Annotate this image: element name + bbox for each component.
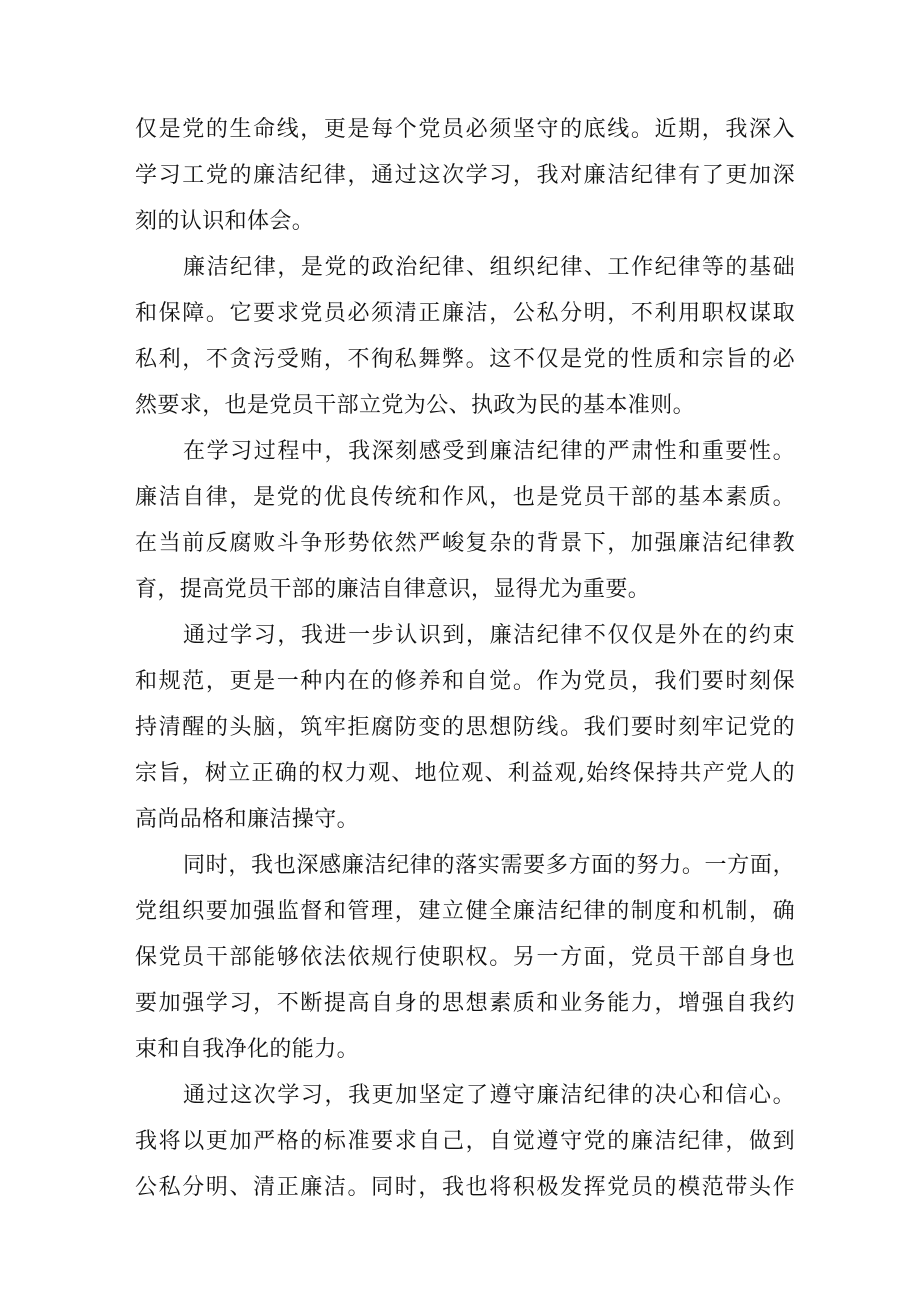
text-line: 私利，不贪污受贿，不徇私舞弊。这不仅是党的性质和宗旨的必 [135, 347, 795, 372]
text-line: 和规范，更是一种内在的修养和自觉。作为党员，我们要时刻保 [135, 669, 795, 694]
text-line: 我将以更加严格的标准要求自己，自觉遵守党的廉洁纪律，做到 [135, 1129, 795, 1154]
paragraph-4 [135, 613, 795, 843]
text-line: 仅是党的生命线，更是每个党员必须坚守的底线。近期，我深入 [135, 117, 795, 142]
text-line: 党组织要加强监督和管理，建立健全廉洁纪律的制度和机制，确 [135, 899, 795, 924]
document-body [135, 107, 795, 1211]
text-line: 束和自我净化的能力。 [135, 1037, 360, 1062]
text-line: 在学习过程中，我深刻感受到廉洁纪律的严肃性和重要性。 [183, 439, 795, 464]
paragraph-6 [135, 1073, 795, 1211]
paragraph-3 [135, 429, 795, 613]
text-line: 高尚品格和廉洁操守。 [135, 807, 360, 832]
text-line: 刻的认识和体会。 [135, 209, 315, 234]
text-line: 要加强学习，不断提高自身的思想素质和业务能力，增强自我约 [135, 991, 795, 1016]
text-line: 同时，我也深感廉洁纪律的落实需要多方面的努力。一方面， [183, 853, 795, 878]
paragraph-1 [135, 107, 795, 245]
text-line: 公私分明、清正廉洁。同时，我也将积极发挥党员的模范带头作 [135, 1175, 795, 1200]
text-line: 通过学习，我进一步认识到，廉洁纪律不仅仅是外在的约束 [183, 623, 795, 648]
paragraph-2 [135, 245, 795, 429]
text-line: 和保障。它要求党员必须清正廉洁，公私分明，不利用职权谋取 [135, 301, 795, 326]
text-line: 保党员干部能够依法依规行使职权。另一方面，党员干部自身也 [135, 945, 795, 970]
text-line: 廉洁纪律，是党的政治纪律、组织纪律、工作纪律等的基础 [183, 255, 795, 280]
paragraph-5 [135, 843, 795, 1073]
text-line: 通过这次学习，我更加坚定了遵守廉洁纪律的决心和信心。 [183, 1083, 795, 1108]
text-line: 学习工党的廉洁纪律，通过这次学习，我对廉洁纪律有了更加深 [135, 163, 795, 188]
text-line: 育，提高党员干部的廉洁自律意识，显得尤为重要。 [135, 577, 651, 602]
text-line: 廉洁自律，是党的优良传统和作风，也是党员干部的基本素质。 [135, 485, 795, 510]
text-line: 在当前反腐败斗争形势依然严峻复杂的背景下，加强廉洁纪律教 [135, 531, 795, 556]
text-line: 宗旨，树立正确的权力观、地位观、利益观,始终保持共产党人的 [135, 761, 795, 786]
text-line: 然要求，也是党员干部立党为公、执政为民的基本准则。 [135, 393, 696, 418]
text-line: 持清醒的头脑，筑牢拒腐防变的思想防线。我们要时刻牢记党的 [135, 715, 795, 740]
